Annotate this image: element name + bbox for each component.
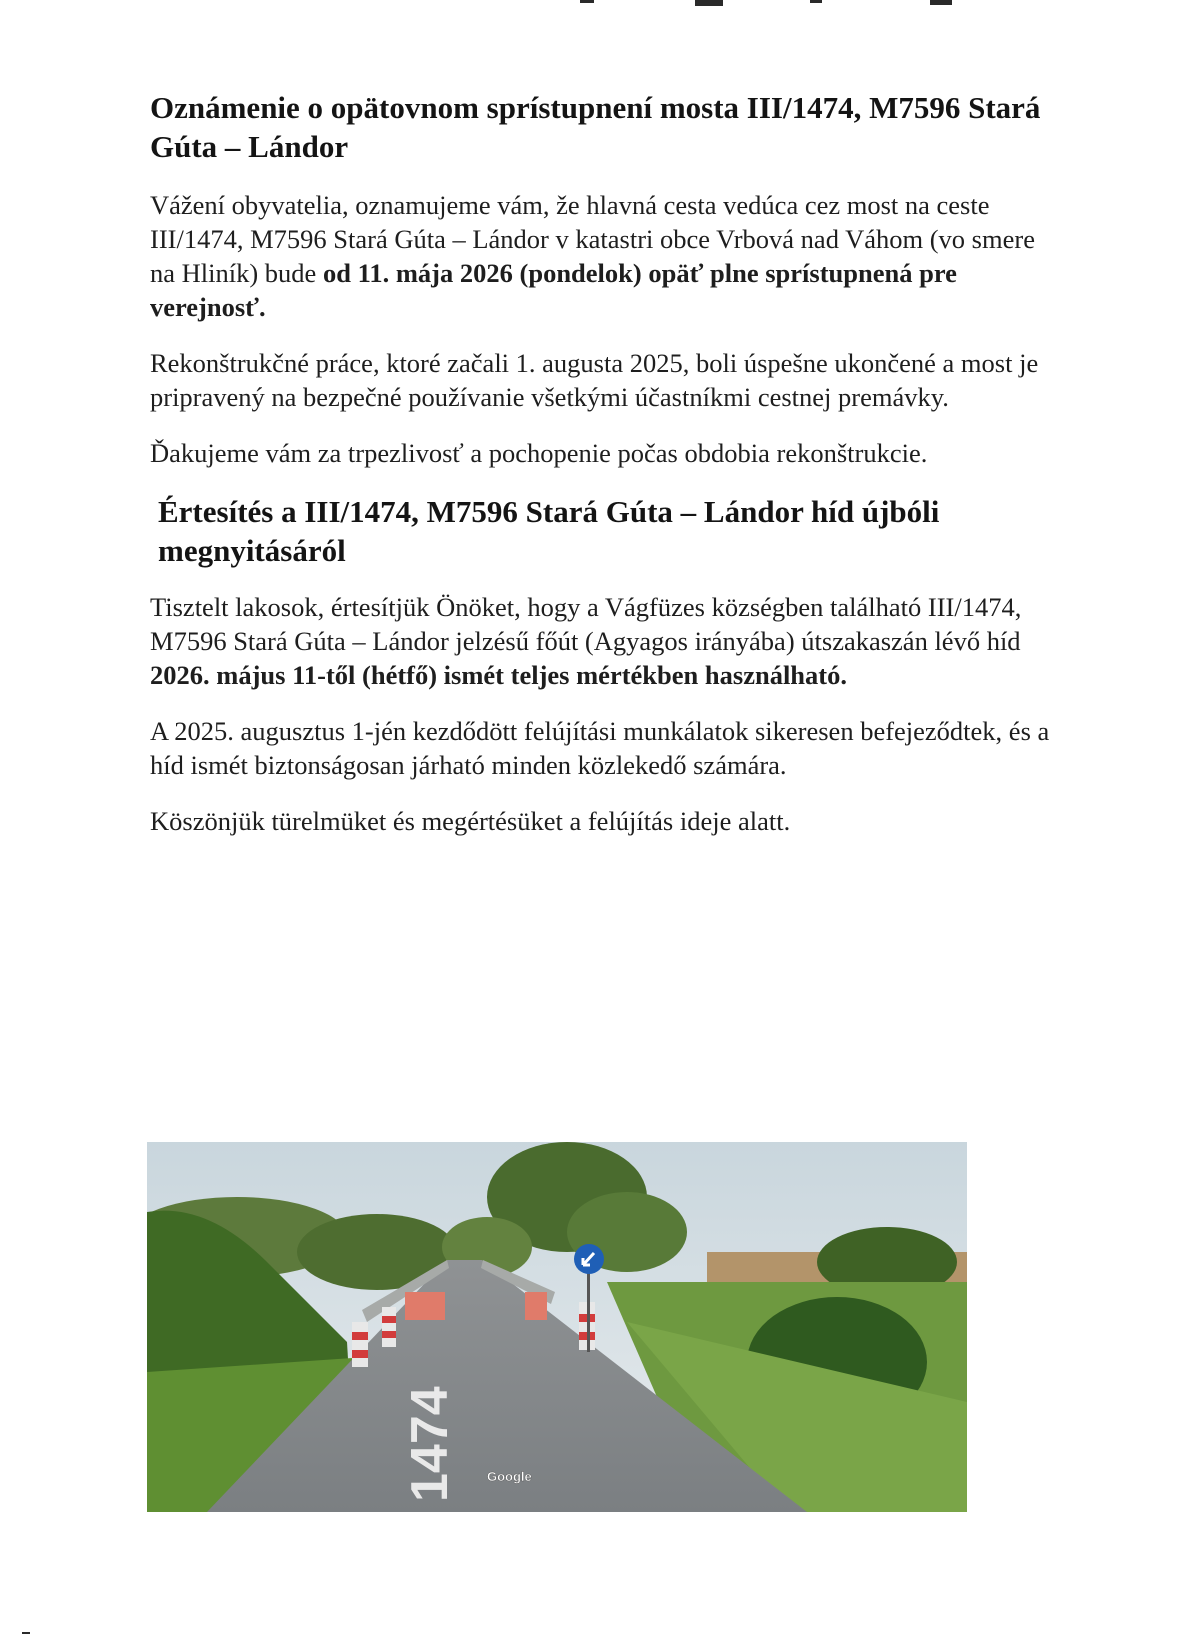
scan-mark xyxy=(22,1632,30,1634)
hungarian-paragraph-1 xyxy=(150,590,1050,692)
hungarian-paragraph-1-text: Tisztelt lakosok, értesítjük Önöket, hogy a Vágfüzes községben található III/1474, M7596 Stará Gúta – Lándor jelzésű főút (Agyagos irányába) útszakaszán lévő híd xyxy=(150,592,1022,656)
slovak-paragraph-1-bold: od 11. mája 2026 (pondelok) opäť plne sprístupnená pre verejnosť. xyxy=(150,258,957,322)
google-watermark: Google xyxy=(487,1469,532,1484)
slovak-paragraph-3: Ďakujeme vám za trpezlivosť a pochopenie počas obdobia rekonštrukcie. xyxy=(150,438,928,468)
scan-mark xyxy=(810,0,822,3)
slovak-title: Oznámenie o opätovnom sprístupnení mosta III/1474, M7596 Stará Gúta – Lándor xyxy=(150,90,1041,164)
hungarian-title: Értesítés a III/1474, M7596 Stará Gúta – Lándor híd újbóli megnyitásáról xyxy=(158,494,940,568)
scan-mark xyxy=(695,0,723,6)
slovak-paragraph-2: Rekonštrukčné práce, ktoré začali 1. augusta 2025, boli úspešne ukončené a most je pripravený na bezpečné používanie všetkými účastníkmi cestnej premávky. xyxy=(150,348,1039,412)
scan-mark xyxy=(580,0,594,3)
slovak-paragraph-1-text: Vážení obyvatelia, oznamujeme vám, že hlavná cesta vedúca cez most na ceste III/1474, M7596 Stará Gúta – Lándor v katastri obce Vrbová nad Váhom (vo smere na Hliník) bude xyxy=(150,190,1035,288)
hungarian-paragraph-1-bold: 2026. május 11-től (hétfő) ismét teljes mértékben használható. xyxy=(150,660,847,690)
document-body xyxy=(150,88,1050,860)
scan-mark xyxy=(930,0,952,5)
hungarian-paragraph-2: A 2025. augusztus 1-jén kezdődött felújítási munkálatok sikeresen befejeződtek, és a híd ismét biztonságosan járható minden közlekedő számára. xyxy=(150,716,1050,780)
slovak-paragraph-1 xyxy=(150,188,1050,324)
road-marking-1474: 1474 xyxy=(401,1386,459,1502)
hungarian-paragraph-3: Köszönjük türelmüket és megértésüket a felújítás ideje alatt. xyxy=(150,806,791,836)
bridge-photo xyxy=(147,1142,967,1512)
